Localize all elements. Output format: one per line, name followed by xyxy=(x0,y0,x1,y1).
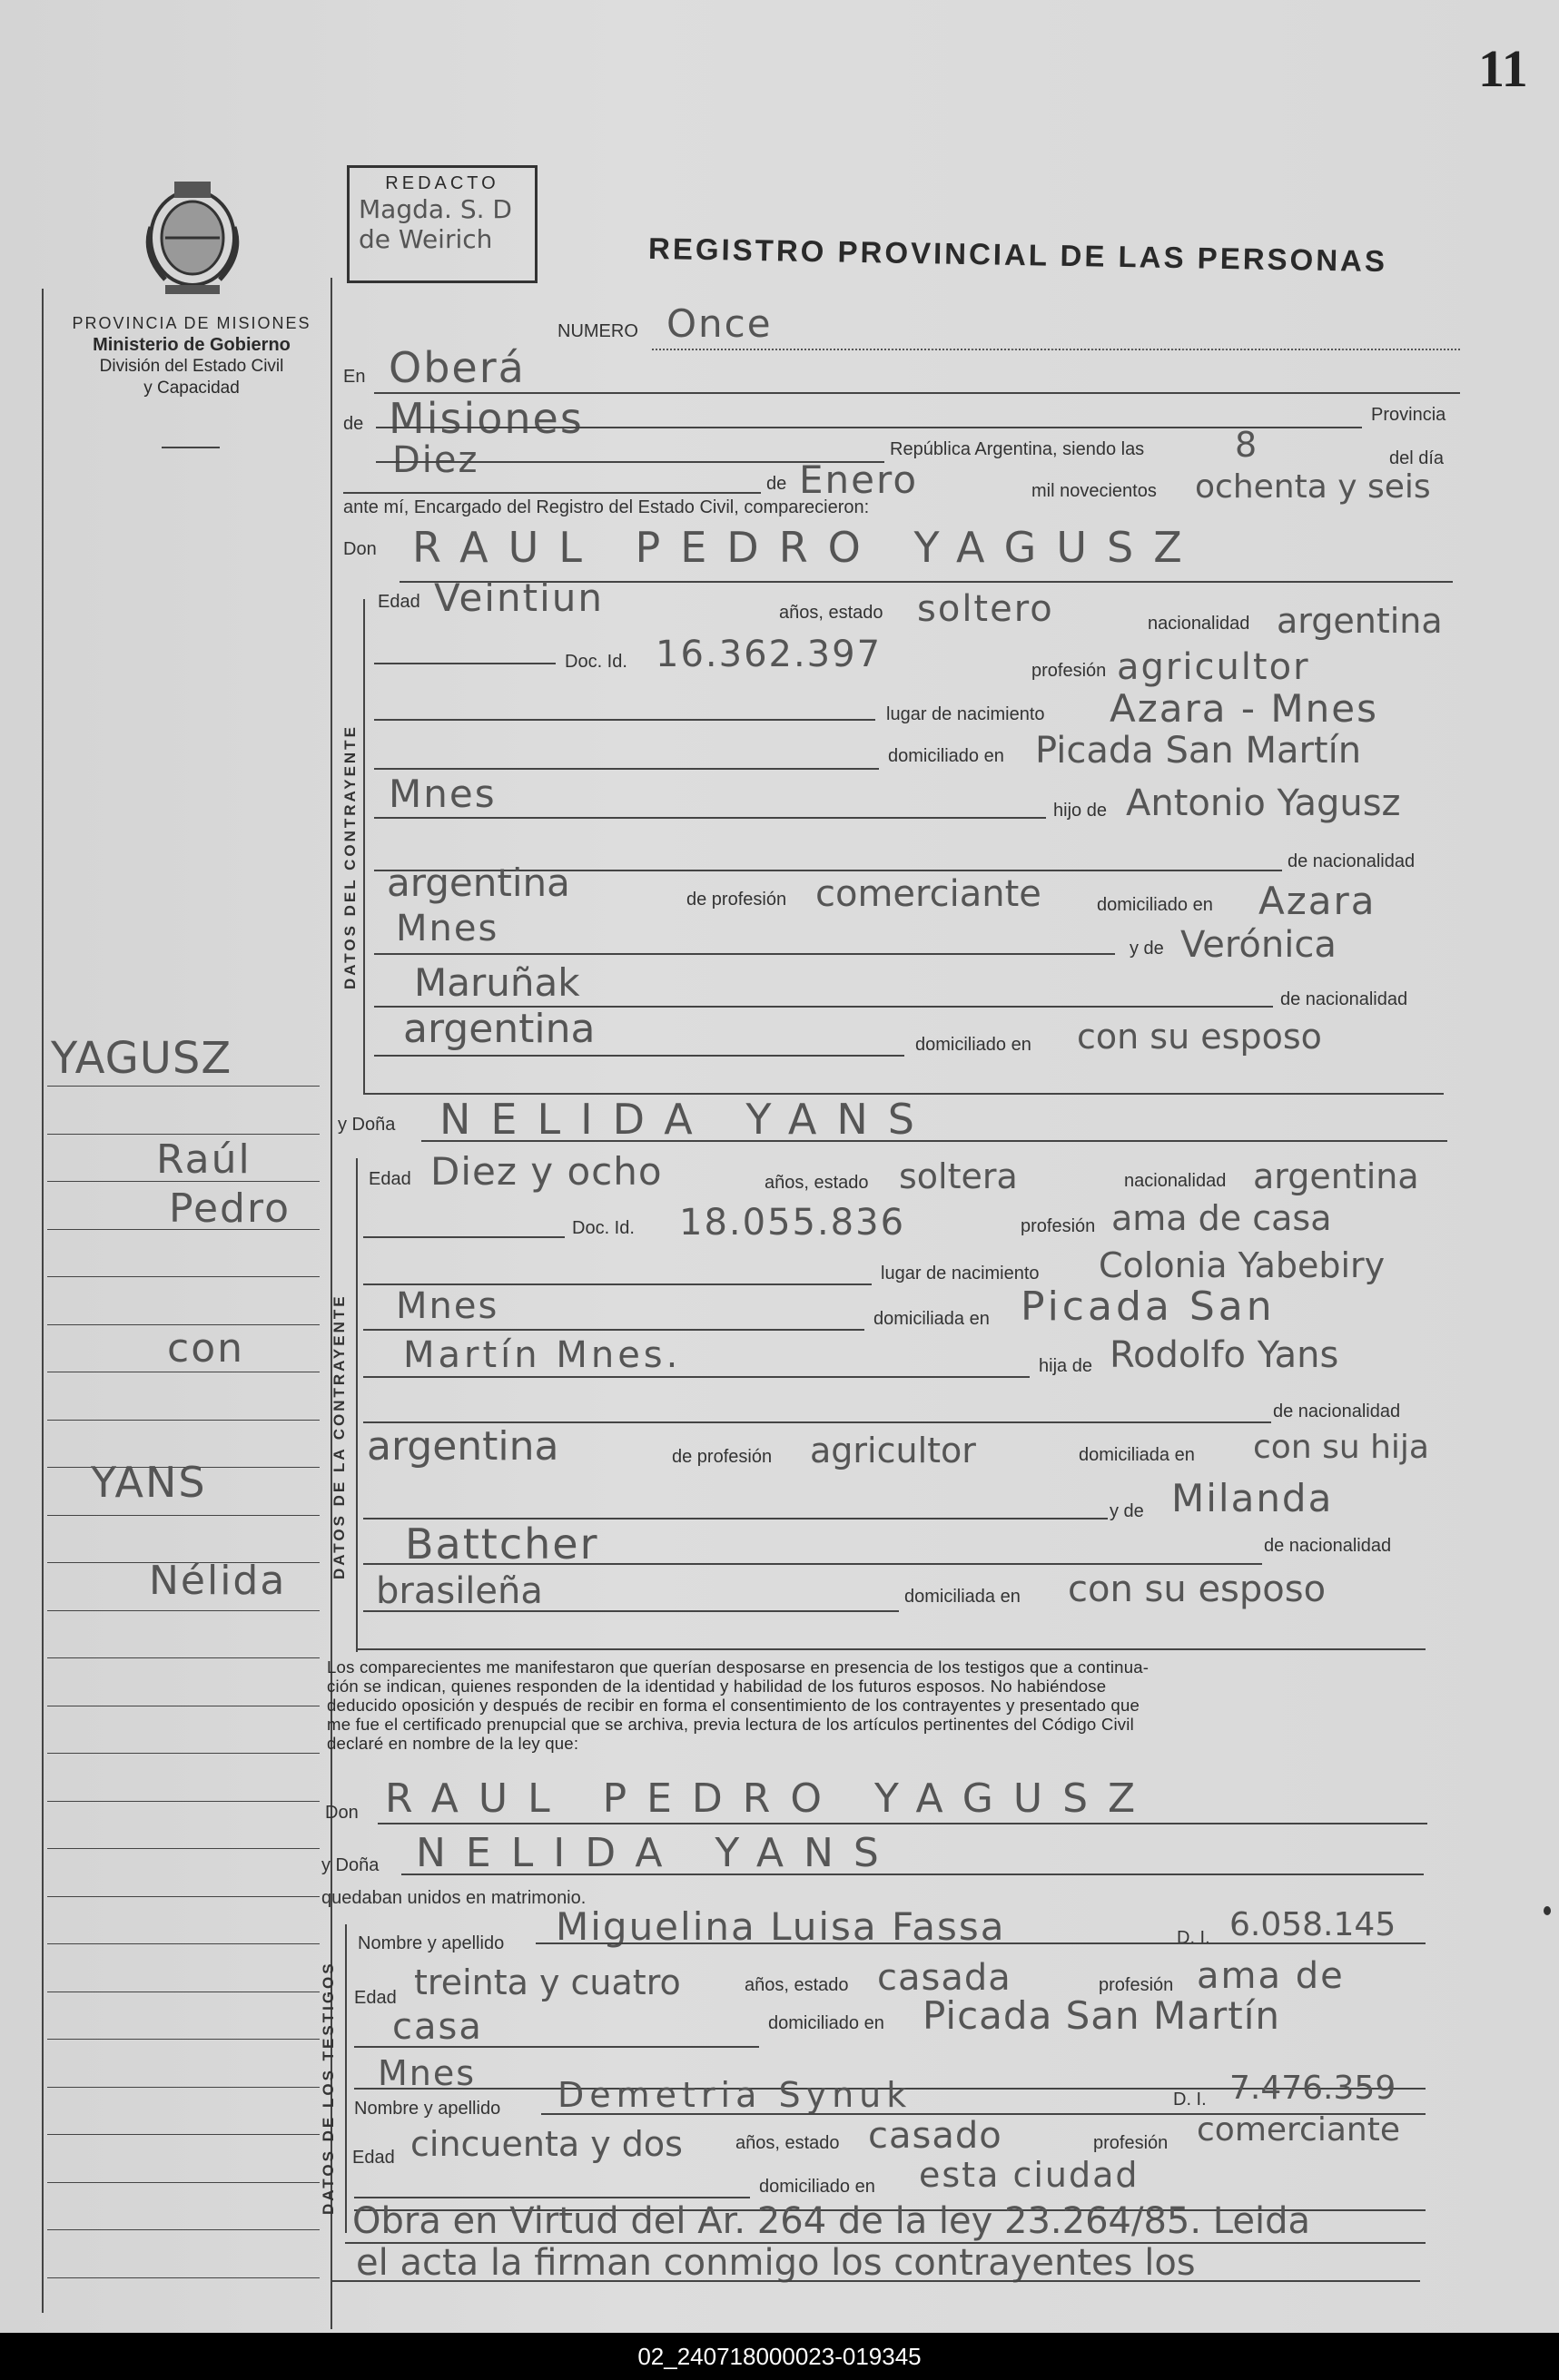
d-dom-label: domiciliada en xyxy=(873,1309,990,1329)
margin-rule xyxy=(47,2134,320,2135)
t2-prof-value: comerciante xyxy=(1197,2111,1400,2149)
d-doc-pre-line xyxy=(363,1236,565,1238)
margin-rule xyxy=(47,1848,320,1849)
contrayente-name: RAUL PEDRO YAGUSZ xyxy=(412,523,1202,572)
margin-rule xyxy=(47,2277,320,2278)
d-doc-value: 18.055.836 xyxy=(679,1202,906,1244)
t1-estado-value: casada xyxy=(877,1957,1011,1999)
d-edad-value: Diez y ocho xyxy=(430,1149,663,1194)
c-nacionalidad-label: nacionalidad xyxy=(1148,614,1250,634)
t2-prof-line xyxy=(354,2197,750,2198)
c-padre-nac: argentina xyxy=(387,861,570,905)
c-padre-dom-2: Mnes xyxy=(396,908,499,949)
d-hija-label: hija de xyxy=(1039,1356,1092,1376)
t1-profesion-label: profesión xyxy=(1099,1975,1174,1995)
declaration-line-5: declaré en nombre de la ley que: xyxy=(327,1734,579,1753)
t2-edad-value: cincuenta y dos xyxy=(410,2124,683,2164)
d-madre-dom: con su esposo xyxy=(1068,1569,1327,1610)
de-line xyxy=(376,427,1362,428)
dona-label: y Doña xyxy=(338,1115,396,1135)
c-madre-nac-label: de nacionalidad xyxy=(1280,989,1408,1009)
c-y-de-label: y de xyxy=(1130,939,1164,959)
contrayente2-bottom-line xyxy=(356,1648,1426,1650)
c-doc-label: Doc. Id. xyxy=(565,652,627,672)
coat-of-arms-emblem xyxy=(138,172,247,300)
left-column-border xyxy=(42,289,44,2313)
c-estado-label: años, estado xyxy=(779,603,883,623)
t1-edad-label: Edad xyxy=(354,1988,397,2008)
margin-rule xyxy=(47,1657,320,1658)
c-dom-pre-line xyxy=(374,768,879,770)
margin-rule xyxy=(47,1134,320,1135)
file-caption: 02_240718000023-019345 xyxy=(0,2333,1559,2380)
margin-rule xyxy=(47,1515,320,1516)
declaration-line-1: Los comparecientes me manifestaron que querían desposarse en presencia de los testigos que a continua- xyxy=(327,1657,1150,1677)
note-line-2-rule xyxy=(331,2280,1420,2282)
org-ministry: Ministerio de Gobierno xyxy=(93,335,291,355)
margin-rule xyxy=(47,1753,320,1754)
c-edad-value: Veintiun xyxy=(434,575,604,620)
mes-value: Enero xyxy=(799,457,919,502)
decl-cierre: quedaban unidos en matrimonio. xyxy=(321,1888,587,1908)
margin-rule xyxy=(47,1276,320,1277)
org-province: PROVINCIA DE MISIONES xyxy=(72,314,311,332)
margin-con: con xyxy=(167,1325,244,1372)
c-lugar-value: Azara - Mnes xyxy=(1110,686,1378,731)
d-dom-1: Mnes xyxy=(396,1285,499,1327)
hora-value: 8 xyxy=(1235,425,1259,465)
d-de-profesion-label: de profesión xyxy=(672,1447,773,1467)
margin-name-2: Nélida xyxy=(149,1558,287,1604)
margin-surname-1: YAGUSZ xyxy=(51,1033,232,1084)
edge-mark xyxy=(1544,1906,1551,1915)
c-domiciliado-label: domiciliado en xyxy=(888,746,1004,766)
d-padre-value: Rodolfo Yans xyxy=(1110,1334,1339,1376)
c-hijo-label: hijo de xyxy=(1053,801,1107,821)
t2-estado-value: casado xyxy=(868,2115,1002,2157)
page-title: REGISTRO PROVINCIAL DE LAS PERSONAS xyxy=(647,231,1388,279)
c-de-profesion-label: de profesión xyxy=(686,890,787,910)
c-nacionalidad-value: argentina xyxy=(1277,601,1443,641)
mes-label: de xyxy=(766,474,787,494)
margin-rule xyxy=(47,1896,320,1897)
d-estado-value: soltera xyxy=(899,1156,1018,1196)
c-madre-nac: argentina xyxy=(403,1006,596,1052)
dia-value: Diez xyxy=(392,439,479,481)
t1-nombre-line xyxy=(536,1942,1426,1944)
anio-label: mil novecientos xyxy=(1031,481,1157,501)
t1-di-value: 6.058.145 xyxy=(1229,1906,1396,1943)
org-capacity: y Capacidad xyxy=(143,379,240,398)
margin-rule xyxy=(47,2182,320,2183)
del-dia-label: del día xyxy=(1389,448,1445,468)
t1-prof-line xyxy=(354,2046,759,2048)
testigos-side-label: DATOS DE LOS TESTIGOS xyxy=(320,1961,337,2215)
anio-value: ochenta y seis xyxy=(1195,468,1431,506)
page-number: 11 xyxy=(1478,39,1528,98)
c-madre-nac-line xyxy=(374,1055,904,1057)
margin-rule xyxy=(47,2039,320,2040)
d-madre-nac-label: de nacionalidad xyxy=(1264,1536,1392,1556)
t1-prof-value-1: ama de xyxy=(1197,1955,1345,1997)
mes-line xyxy=(343,492,761,494)
d-de-nac-label: de nacionalidad xyxy=(1273,1401,1401,1421)
d-madre-dom-label: domiciliada en xyxy=(904,1587,1021,1607)
stamp-name-1: Magda. S. D xyxy=(359,194,512,224)
t1-estado-label: años, estado xyxy=(745,1975,849,1995)
provincia-label: Provincia xyxy=(1371,405,1446,425)
org-division: División del Estado Civil xyxy=(99,357,284,376)
contrayente-side-label: DATOS DEL CONTRAYENTE xyxy=(341,724,359,989)
t2-nombre-value: Demetria Synuk xyxy=(557,2075,913,2115)
c-padre-dom-label: domiciliado en xyxy=(1097,895,1213,915)
margin-surname-2: YANS xyxy=(91,1458,207,1507)
margin-rule xyxy=(47,2087,320,2088)
d-y-de-label: y de xyxy=(1110,1501,1144,1521)
d-nacionalidad-label: nacionalidad xyxy=(1124,1171,1227,1191)
de-label: de xyxy=(343,414,364,434)
margin-rule xyxy=(47,1801,320,1802)
t2-estado-label: años, estado xyxy=(735,2133,840,2153)
c-padre-dom-line xyxy=(374,953,1115,955)
c-padre-prof: comerciante xyxy=(815,873,1041,915)
d-padre-nac: argentina xyxy=(367,1423,559,1470)
c-madre-2: Maruñak xyxy=(414,960,580,1005)
c-profesion-value: agricultor xyxy=(1117,646,1310,688)
d-padre-prof: agricultor xyxy=(810,1431,976,1470)
d-profesion-label: profesión xyxy=(1021,1216,1096,1236)
t1-edad-value: treinta y cuatro xyxy=(414,1962,681,2002)
t2-dom-value: esta ciudad xyxy=(919,2155,1140,2195)
d-edad-label: Edad xyxy=(369,1169,411,1189)
t2-di-label: D. I. xyxy=(1173,2090,1207,2110)
c-doc-pre-line xyxy=(374,663,556,664)
en-label: En xyxy=(343,367,366,387)
c-estado-value: soltero xyxy=(917,588,1054,630)
decl-dona-line xyxy=(401,1874,1424,1875)
t2-nombre-label: Nombre y apellido xyxy=(354,2099,501,2119)
contrayente-bracket xyxy=(363,599,365,1093)
dona-line xyxy=(421,1140,1447,1142)
c-dom2-line xyxy=(374,817,1046,819)
c-edad-label: Edad xyxy=(378,592,420,612)
t1-dom-label: domiciliado en xyxy=(768,2013,884,2033)
ministry-block xyxy=(60,312,323,399)
stamp-title: REDACTO xyxy=(385,173,499,193)
d-dom2-line xyxy=(363,1376,1030,1378)
stamp-name-2: de Weirich xyxy=(359,224,493,254)
d-dom-line xyxy=(363,1329,864,1331)
contrayente2-bracket xyxy=(356,1158,358,1652)
t1-nombre-value: Miguelina Luisa Fassa xyxy=(556,1904,1006,1949)
numero-value: Once xyxy=(666,301,773,346)
d-madre-nac: brasileña xyxy=(376,1570,543,1612)
declaration-line-3: deducido oposición y después de recibir en forma el consentimiento de los contrayentes y presentado que xyxy=(327,1696,1140,1715)
c-domicilio-1: Picada San Martín xyxy=(1035,730,1362,772)
c-madre-dom-label: domiciliado en xyxy=(915,1035,1031,1055)
d-doc-label: Doc. Id. xyxy=(572,1218,635,1238)
redacto-stamp xyxy=(347,165,538,283)
margin-name-1a: Raúl xyxy=(156,1136,252,1183)
decl-dona-value: NELIDA YANS xyxy=(416,1830,899,1876)
numero-label: NUMERO xyxy=(557,321,638,341)
testigos-bracket xyxy=(345,1924,347,2233)
decl-dona-label: y Doña xyxy=(321,1855,380,1875)
c-de-nac-label: de nacionalidad xyxy=(1288,851,1416,871)
contrayente2-side-label: DATOS DE LA CONTRAYENTE xyxy=(331,1293,348,1579)
ante-mi-text: ante mí, Encargado del Registro del Estado Civil, comparecieron: xyxy=(343,497,870,517)
contrayente2-name: NELIDA YANS xyxy=(439,1095,934,1144)
t1-dom-value-2: Mnes xyxy=(378,2053,477,2093)
t2-profesion-label: profesión xyxy=(1093,2133,1169,2153)
declaration-paragraph xyxy=(327,1657,1435,1753)
note-line-2: el acta la firman conmigo los contrayentes los xyxy=(356,2242,1196,2284)
decl-don-label: Don xyxy=(325,1803,359,1823)
c-madre-1: Verónica xyxy=(1180,924,1337,966)
c-madre-dom: con su esposo xyxy=(1077,1017,1322,1057)
d-profesion-value: ama de casa xyxy=(1111,1198,1332,1238)
margin-rule xyxy=(47,1943,320,1944)
d-madre-2: Battcher xyxy=(405,1519,599,1569)
t1-nombre-label: Nombre y apellido xyxy=(358,1933,505,1953)
en-value: Oberá xyxy=(389,343,526,392)
d-madre-1: Milanda xyxy=(1171,1476,1334,1520)
t2-dom-label: domiciliado en xyxy=(759,2177,875,2197)
decl-don-value: RAUL PEDRO YAGUSZ xyxy=(385,1775,1156,1822)
t2-di-value: 7.476.359 xyxy=(1229,2070,1396,2107)
margin-rule xyxy=(47,1420,320,1421)
c-lugar-label: lugar de nacimiento xyxy=(886,704,1045,724)
c-padre-value: Antonio Yagusz xyxy=(1126,782,1401,824)
margin-name-1b: Pedro xyxy=(169,1185,291,1232)
note-line-1: Obra en Virtud del Ar. 264 de la ley 23.264/85. Leida xyxy=(352,2200,1310,2242)
d-estado-label: años, estado xyxy=(765,1173,869,1193)
margin-rule xyxy=(47,1086,320,1087)
margin-rule xyxy=(47,1610,320,1611)
de-value: Misiones xyxy=(389,394,584,443)
republica-label: República Argentina, siendo las xyxy=(890,439,1145,459)
don-label: Don xyxy=(343,539,377,559)
numero-line xyxy=(652,349,1460,350)
margin-rule xyxy=(47,2229,320,2230)
d-padre-dom-label: domiciliada en xyxy=(1079,1445,1195,1465)
c-profesion-label: profesión xyxy=(1031,661,1107,681)
d-dom-value: Picada San xyxy=(1021,1283,1276,1330)
declaration-line-4: me fue el certificado prenupcial que se archiva, previa lectura de los artículos pertinentes del Código Civil xyxy=(327,1715,1134,1734)
d-dom-2: Martín Mnes. xyxy=(403,1334,682,1376)
t1-di-label: D. I. xyxy=(1177,1928,1210,1948)
decl-don-line xyxy=(378,1823,1427,1824)
declaration-line-2: ción se indican, quienes responden de la identidad y habilidad de los futuros esposos. No habiéndose xyxy=(327,1677,1107,1696)
t1-dom-value-1: Picada San Martín xyxy=(923,1993,1281,2038)
t2-edad-label: Edad xyxy=(352,2148,395,2168)
d-padre-dom: con su hija xyxy=(1253,1429,1429,1466)
d-nacionalidad-value: argentina xyxy=(1253,1156,1419,1196)
c-doc-value: 16.362.397 xyxy=(656,634,883,675)
c-padre-dom-1: Azara xyxy=(1258,879,1376,923)
t1-prof-value-2: casa xyxy=(392,2006,483,2048)
d-lugar-value: Colonia Yabebiry xyxy=(1099,1245,1386,1285)
org-divider xyxy=(162,447,220,448)
c-domicilio-2: Mnes xyxy=(389,772,497,816)
d-lugar-label: lugar de nacimiento xyxy=(881,1264,1040,1283)
d-madre-nac-line xyxy=(363,1610,899,1612)
c-lugar-pre-line xyxy=(374,719,875,721)
d-madre-line xyxy=(363,1563,1262,1565)
